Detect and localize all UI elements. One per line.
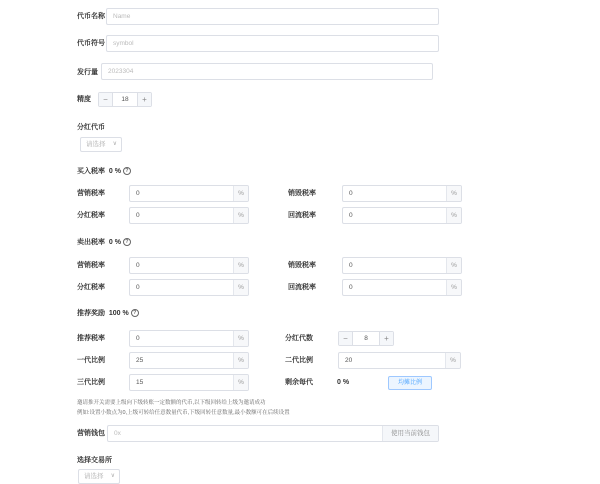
- percent-suffix: %: [445, 353, 460, 368]
- buy-lp-label: 回流税率: [288, 212, 316, 219]
- gen3-input[interactable]: 15 %: [129, 374, 249, 391]
- referral-rate-label: 推荐税率: [77, 335, 105, 342]
- percent-suffix: %: [233, 280, 248, 295]
- buy-tax-title: 买入税率 0 % ?: [77, 167, 131, 177]
- exchange-label: 选择交易所: [77, 457, 112, 464]
- generations-increase-button[interactable]: +: [379, 332, 393, 345]
- percent-suffix: %: [233, 353, 248, 368]
- exchange-select[interactable]: [78, 469, 120, 484]
- gen3-label: 三代比例: [77, 379, 105, 386]
- sell-marketing-label: 营销税率: [77, 262, 105, 269]
- percent-suffix: %: [233, 186, 248, 201]
- buy-lp-input[interactable]: 0 %: [342, 207, 462, 224]
- percent-suffix: %: [446, 186, 461, 201]
- token-symbol-input[interactable]: symbol: [106, 35, 439, 52]
- help-icon[interactable]: ?: [131, 309, 139, 317]
- help-icon[interactable]: ?: [123, 167, 131, 175]
- average-ratio-button[interactable]: 均摊比例: [388, 376, 432, 390]
- referral-title: 推荐奖励 100 % ?: [77, 309, 139, 319]
- precision-decrease-button[interactable]: −: [99, 93, 113, 106]
- chevron-down-icon: ∨: [112, 141, 117, 147]
- dividend-token-placeholder: 请选择: [86, 141, 106, 148]
- buy-dividend-input[interactable]: 0 %: [129, 207, 249, 224]
- percent-suffix: %: [233, 375, 248, 390]
- sell-burn-label: 销毁税率: [288, 262, 316, 269]
- dividend-token-label: 分红代币: [77, 124, 105, 131]
- percent-suffix: %: [446, 208, 461, 223]
- precision-stepper[interactable]: [98, 92, 152, 107]
- generations-stepper[interactable]: [338, 331, 394, 346]
- gen1-label: 一代比例: [77, 357, 105, 364]
- sell-burn-input[interactable]: 0 %: [342, 257, 462, 274]
- supply-input[interactable]: 2023304: [101, 63, 433, 80]
- token-symbol-label: 代币符号: [77, 40, 105, 47]
- precision-label: 精度: [77, 96, 91, 103]
- percent-suffix: %: [233, 331, 248, 346]
- token-name-label: 代币名称: [77, 13, 105, 20]
- sell-marketing-input[interactable]: 0 %: [129, 257, 249, 274]
- generations-decrease-button[interactable]: −: [339, 332, 353, 345]
- sell-lp-input[interactable]: 0 %: [342, 279, 462, 296]
- gen2-label: 二代比例: [285, 357, 313, 364]
- buy-dividend-label: 分红税率: [77, 212, 105, 219]
- marketing-wallet-label: 营销钱包: [77, 430, 105, 437]
- sell-tax-total: 0 %: [108, 239, 121, 246]
- buy-burn-input[interactable]: 0 %: [342, 185, 462, 202]
- buy-marketing-input[interactable]: 0 %: [129, 185, 249, 202]
- help-icon[interactable]: ?: [123, 238, 131, 246]
- buy-marketing-label: 营销税率: [77, 190, 105, 197]
- sell-tax-title: 卖出税率 0 % ?: [77, 238, 131, 248]
- buy-tax-total: 0 %: [108, 168, 121, 175]
- precision-value: 18: [121, 96, 129, 103]
- supply-label: 发行量: [77, 69, 98, 76]
- percent-suffix: %: [233, 208, 248, 223]
- remaining-label: 剩余每代: [285, 379, 313, 386]
- referral-note-2: 例如:设置小数点为0,上级可转给任意数量代币,下级回转任意数量,最小数额可在后续设置: [77, 410, 290, 416]
- percent-suffix: %: [233, 258, 248, 273]
- sell-lp-label: 回流税率: [288, 284, 316, 291]
- dividend-token-select[interactable]: [80, 137, 122, 152]
- gen2-input[interactable]: 20 %: [338, 352, 461, 369]
- use-current-wallet-button[interactable]: 使用当前钱包: [382, 426, 438, 441]
- token-name-input[interactable]: Name: [106, 8, 439, 25]
- remaining-value: 0 %: [337, 379, 350, 386]
- sell-dividend-label: 分红税率: [77, 284, 105, 291]
- sell-dividend-input[interactable]: 0 %: [129, 279, 249, 296]
- chevron-down-icon: ∨: [110, 473, 115, 479]
- marketing-wallet-input[interactable]: 0x 使用当前钱包: [107, 425, 439, 442]
- buy-burn-label: 销毁税率: [288, 190, 316, 197]
- precision-increase-button[interactable]: +: [137, 93, 151, 106]
- percent-suffix: %: [446, 280, 461, 295]
- gen1-input[interactable]: 25 %: [129, 352, 249, 369]
- exchange-placeholder: 请选择: [84, 473, 104, 480]
- referral-rate-input[interactable]: 0 %: [129, 330, 249, 347]
- referral-total: 100 %: [108, 310, 129, 317]
- referral-note-1: 邀请推开关需要上级向下级转账一定数额的代币,以下级回转给上级为邀请成功: [77, 400, 266, 406]
- generations-value: 8: [364, 335, 368, 342]
- generations-label: 分红代数: [285, 335, 313, 342]
- percent-suffix: %: [446, 258, 461, 273]
